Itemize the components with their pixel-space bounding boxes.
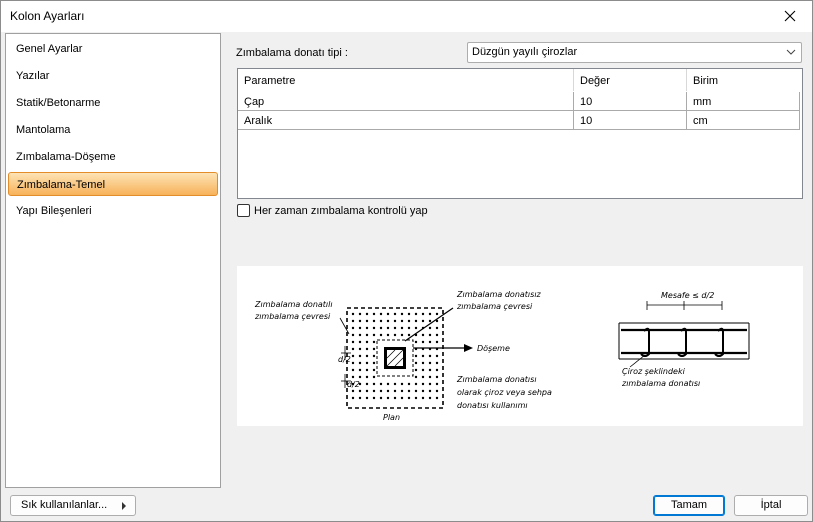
sidebar-item-yapi-bilesenleri[interactable] [8,199,218,223]
sidebar-item-zimbalama-temel[interactable] [8,172,218,196]
checkbox-box[interactable] [237,204,250,217]
slab-section [619,323,749,359]
ok-button[interactable]: Tamam [653,495,725,516]
parameter-grid [237,68,803,199]
title-bar [1,1,812,32]
sidebar-item-statik-betonarme[interactable] [8,91,218,115]
sidebar-item-label: Mantolama [16,124,71,136]
mesafe-dimension [647,301,722,310]
column-header-birim[interactable]: Birim [687,69,800,91]
cell-parameter: Aralık [238,111,574,130]
sidebar-item-zimbalama-doseme[interactable] [8,145,218,169]
leader-line-top [405,308,453,341]
sidebar-item-label: Zımbalama-Döşeme [16,151,116,163]
cell-unit: cm [687,111,800,130]
label-bottom-3: donatısı kullanımı [457,401,528,410]
cancel-button[interactable]: İptal [734,495,808,516]
label-d2-upper: d/2 [338,355,351,364]
always-check-punching-checkbox[interactable] [237,204,428,217]
punching-diagram [237,266,803,426]
sidebar-item-genel-ayarlar[interactable] [8,37,218,61]
punching-type-select[interactable] [467,42,802,63]
leader-line-ciroz [630,355,645,367]
close-icon [784,10,796,22]
table-row[interactable] [238,111,800,130]
chevron-right-icon [121,502,127,510]
sidebar-item-label: Yazılar [16,70,50,82]
column-header-parametre[interactable]: Parametre [238,69,574,91]
close-button[interactable] [772,2,808,30]
frequent-button[interactable] [10,495,136,516]
sidebar-item-label: Genel Ayarlar [16,43,83,55]
sidebar-item-label: Yapı Bileşenleri [16,205,92,217]
cell-unit: mm [687,92,800,111]
sidebar-item-yazilar[interactable] [8,64,218,88]
label-doseme: Döşeme [477,344,510,353]
label-ciroz-2: zımbalama donatısı [622,379,701,388]
punching-type-label: Zımbalama donatı tipi : [236,47,348,59]
cell-value[interactable]: 10 [574,92,687,111]
label-bottom-2: olarak çiroz veya sehpa [457,388,552,397]
arrow-head [464,344,473,352]
sidebar-item-label: Zımbalama-Temel [17,179,106,191]
cell-parameter: Çap [238,92,574,111]
table-row[interactable] [238,92,800,111]
sidebar [5,33,221,488]
label-plan: Plan [383,413,401,422]
checkbox-label: Her zaman zımbalama kontrolü yap [254,204,428,217]
sidebar-item-mantolama[interactable] [8,118,218,142]
punching-type-value: Düzgün yayılı çirozlar [472,46,578,58]
sidebar-item-label: Statik/Betonarme [16,97,101,109]
label-d2-lower: d/2 [347,380,360,389]
label-bottom-1: Zımbalama donatısı [457,375,537,384]
label-donatisiz-1: Zımbalama donatısız [457,290,541,299]
label-donatisiz-2: zımbalama çevresi [457,302,533,311]
window-title: Kolon Ayarları [10,9,85,23]
frequent-button-label: Sık kullanılanlar... [21,499,108,511]
label-donatili-2: zımbalama çevresi [255,312,331,321]
label-mesafe: Mesafe ≤ d/2 [661,291,715,300]
chevron-down-icon [784,45,798,59]
label-ciroz-1: Çiroz şeklindeki [622,367,685,376]
cell-value[interactable]: 10 [574,111,687,130]
diagram-svg [237,266,803,426]
label-donatili-1: Zımbalama donatılı [255,300,333,309]
column-header-deger[interactable]: Değer [574,69,687,91]
